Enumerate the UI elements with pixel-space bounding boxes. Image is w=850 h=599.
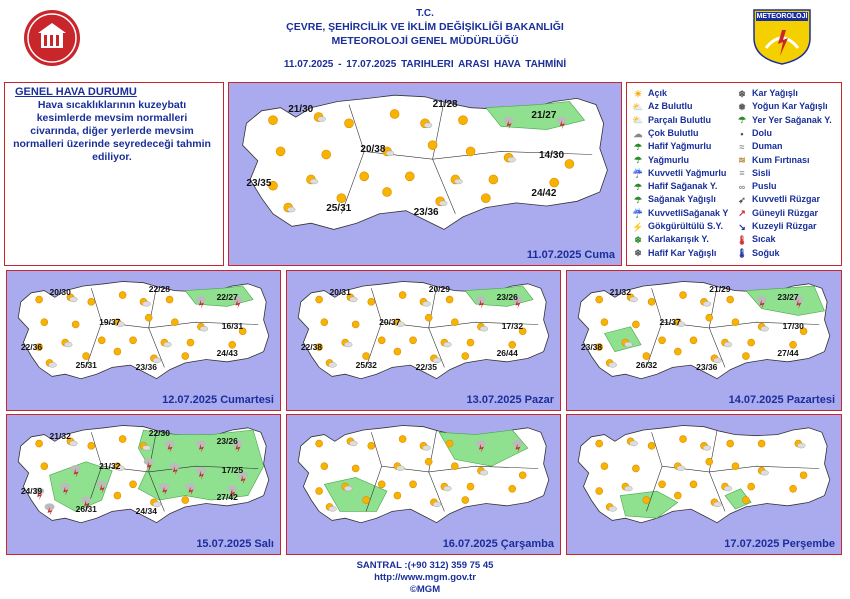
sun-icon (322, 150, 331, 159)
sun-icon (462, 497, 469, 504)
north-wind-icon: ↘ (738, 221, 746, 232)
sandstorm-icon: ≋ (738, 155, 746, 166)
sun-icon (316, 296, 323, 303)
legend-item (631, 88, 667, 99)
turkey-map (7, 271, 280, 410)
map-panel-day5 (6, 414, 281, 555)
temperature-label: 23/36 (696, 361, 718, 372)
legend-label: Sisli (752, 167, 771, 178)
temperature-label: 22/27 (216, 291, 238, 302)
sun-icon (187, 339, 194, 346)
sun-icon (459, 116, 468, 125)
sun-icon (648, 298, 655, 305)
sun-icon (690, 481, 697, 488)
legend-label: Kuzeyli Rüzgar (752, 221, 817, 231)
temperature-label: 17/32 (501, 321, 524, 332)
sun-icon (394, 492, 401, 499)
turkey-map (7, 415, 280, 554)
legend-item (735, 221, 817, 232)
map-panel-day1 (228, 82, 622, 266)
sun-icon (83, 353, 90, 360)
temperature-label: 19/37 (99, 316, 121, 327)
sun-icon (428, 141, 437, 150)
sun-icon (451, 463, 458, 470)
sun-icon (565, 159, 574, 168)
sun-icon (368, 298, 375, 305)
sun-icon (690, 337, 697, 344)
legend-label: Yer Yer Sağanak Y. (752, 114, 832, 125)
footer-web[interactable]: http://www.mgm.gov.tr (374, 572, 476, 583)
sun-icon (368, 442, 375, 449)
sun-icon (269, 116, 278, 125)
legend-label: Dolu (752, 127, 772, 138)
legend-item (735, 141, 783, 152)
map-panel-day7 (566, 414, 842, 555)
sun-icon (399, 436, 406, 443)
legend-item (631, 208, 728, 219)
sun-icon (596, 440, 603, 447)
sun-icon (509, 485, 516, 492)
header-line2: ÇEVRE, ŞEHİRCİLİK VE İKLİM DEĞİŞİKLİĞİ BAKANLIĞI (286, 21, 564, 33)
sun-icon (119, 436, 126, 443)
sun-icon (276, 147, 285, 156)
haze-icon: ∞ (738, 181, 746, 192)
temperature-label: 16/31 (221, 321, 244, 332)
legend-label: Parçalı Bulutlu (648, 114, 712, 125)
temperature-label: 24/39 (20, 485, 43, 496)
legend-label: Kuvvetli Rüzgar (752, 194, 821, 205)
sun-icon (399, 292, 406, 299)
legend-item (631, 168, 726, 179)
temperature-label: 22/30 (148, 427, 170, 438)
legend-label: Az Bulutlu (648, 101, 693, 112)
south-wind-icon: ↗ (738, 208, 746, 219)
legend-item (735, 115, 832, 126)
sun-icon (732, 319, 739, 326)
legend-item (735, 208, 818, 219)
map-panel-day3 (286, 270, 561, 411)
sun-icon (706, 458, 713, 465)
sun-icon (727, 296, 734, 303)
temperature-label: 26/32 (635, 359, 658, 370)
heavy-shower-icon: ☔ (632, 208, 644, 219)
legend-label: Yağmurlu (648, 154, 690, 165)
sun-icon (410, 481, 417, 488)
legend-label: Yoğun Kar Yağışlı (752, 101, 828, 112)
temperature-label: 25/31 (75, 359, 97, 370)
map-date-label: 17.07.2025 Perşembe (724, 538, 835, 550)
sun-icon (425, 314, 432, 321)
legend-label: Gökgürültülü S.Y. (648, 221, 724, 231)
sun-icon (674, 492, 681, 499)
legend-item (631, 221, 723, 232)
sun-icon (446, 296, 453, 303)
legend-label: Açık (648, 88, 668, 98)
sun-icon (410, 337, 417, 344)
legend-label: Kum Fırtınası (752, 154, 810, 165)
temperature-label: 23/26 (216, 435, 238, 446)
sleet-icon: ❄ (634, 234, 642, 245)
sun-icon (130, 337, 137, 344)
legend-item (631, 194, 716, 205)
map-date-label: 13.07.2025 Pazar (466, 394, 554, 406)
sun-icon (758, 440, 765, 447)
legend-label: Hafif Sağanak Y. (648, 181, 718, 192)
turkey-map (567, 271, 841, 410)
sun-icon (182, 353, 189, 360)
legend-item (735, 88, 798, 99)
smoke-icon: ≈ (739, 141, 745, 152)
temperature-label: 17/30 (782, 321, 804, 332)
sun-icon (130, 481, 137, 488)
strong-wind-icon: ➶ (738, 195, 746, 206)
sun-icon (643, 497, 650, 504)
temperature-label: 20/37 (379, 316, 401, 327)
temperature-label: 27/42 (216, 492, 238, 503)
legend-item (735, 168, 771, 179)
sun-icon (550, 178, 559, 187)
legend-item (631, 101, 693, 112)
sun-icon (790, 485, 797, 492)
sun-icon (748, 483, 755, 490)
heavy-snow-icon: ❅ (738, 101, 746, 112)
sun-icon (742, 353, 749, 360)
map-panel-day6 (286, 414, 561, 555)
legend-item (631, 234, 709, 245)
turkey-map (567, 415, 841, 554)
sun-icon (451, 319, 458, 326)
legend-item (735, 234, 776, 245)
sun-icon (462, 353, 469, 360)
sun-icon (72, 321, 79, 328)
sun-icon (114, 492, 121, 499)
temperature-label: 23/26 (496, 291, 518, 302)
sun-icon (88, 442, 95, 449)
sun-icon (648, 442, 655, 449)
sun-icon (114, 348, 121, 355)
legend-label: Kar Yağışlı (752, 88, 798, 98)
sun-icon (643, 353, 650, 360)
header-line1: T.C. (416, 8, 434, 19)
temperature-label: 21/37 (659, 316, 681, 327)
legend-item (735, 248, 780, 259)
sun-icon (727, 440, 734, 447)
sun-icon (489, 175, 498, 184)
temperature-label: 20/30 (49, 287, 71, 298)
temperature-label: 25/31 (326, 203, 352, 215)
sun-icon (680, 436, 687, 443)
sun-icon (674, 348, 681, 355)
temperature-label: 23/38 (580, 341, 603, 352)
legend-label: KuvvetliSağanak Y (648, 207, 729, 218)
sun-icon (467, 339, 474, 346)
legend-label: Kuvvetli Yağmurlu (648, 167, 727, 178)
temperature-label: 21/27 (531, 109, 557, 121)
temperature-label: 26/31 (75, 503, 97, 514)
sun-icon (321, 463, 328, 470)
temperature-label: 26/44 (496, 348, 518, 359)
temperature-label: 24/42 (531, 187, 557, 199)
header-line3: METEOROLOJİ GENEL MÜDÜRLÜĞÜ (331, 35, 519, 47)
sun-icon (145, 314, 152, 321)
cold-icon: 🌡 (736, 248, 748, 259)
sun-icon (98, 337, 105, 344)
light-rain-icon: ☂ (633, 141, 643, 152)
sun-icon (446, 440, 453, 447)
sun-icon (732, 463, 739, 470)
legend-label: Güneyli Rüzgar (752, 207, 819, 218)
sun-icon (345, 119, 354, 128)
sun-icon (596, 488, 603, 495)
legend-label: Duman (752, 141, 783, 152)
sun-icon (337, 194, 346, 203)
sun-icon (748, 339, 755, 346)
sun-icon (363, 497, 370, 504)
sun-icon (171, 319, 178, 326)
map-date-label: 15.07.2025 Salı (196, 538, 274, 550)
forecast-subtitle: 11.07.2025 - 17.07.2025 TARIHLERI ARASI HAVA TAHMİNİ (283, 59, 567, 70)
sun-icon (425, 458, 432, 465)
general-weather-title: GENEL HAVA DURUMU (15, 86, 137, 98)
sun-icon (360, 172, 369, 181)
sun-icon (119, 292, 126, 299)
legend-label: Puslu (752, 181, 777, 192)
sun-icon (632, 321, 639, 328)
sun-icon (706, 314, 713, 321)
temperature-label: 21/32 (99, 460, 121, 471)
fog-icon: ≡ (739, 168, 745, 179)
sun-icon (316, 488, 323, 495)
sun-icon (36, 440, 43, 447)
sun-icon (166, 296, 173, 303)
sun-cloud-icon: ⛅ (632, 101, 644, 112)
meteoroloji-logo (752, 8, 812, 66)
legend-item (631, 155, 689, 166)
temperature-label: 23/27 (777, 291, 799, 302)
sun-icon (509, 341, 516, 348)
temperature-label: 21/28 (432, 98, 458, 110)
hot-icon: 🌡 (736, 234, 748, 245)
sun-icon: ☀ (633, 88, 643, 99)
cloud-icon: ☁ (633, 128, 643, 139)
map-date-label: 12.07.2025 Cumartesi (162, 394, 274, 406)
legend-label: Sağanak Yağışlı (648, 194, 716, 205)
legend-label: Karlakarışık Y. (648, 234, 709, 245)
legend-item (735, 181, 777, 192)
temperature-label: 20/38 (360, 144, 386, 156)
sun-icon (390, 109, 399, 118)
legend-item (631, 248, 716, 259)
sun-icon (790, 341, 797, 348)
legend-item (735, 128, 772, 139)
light-shower-icon: ☂ (633, 181, 643, 192)
legend-panel (626, 82, 842, 266)
sun-icon (36, 296, 43, 303)
legend-label: Hafif Yağmurlu (648, 141, 712, 152)
sun-icon (659, 481, 666, 488)
general-weather-panel (4, 82, 224, 266)
sun-icon (41, 319, 48, 326)
map-panel-day4 (566, 270, 842, 411)
sun-icon (596, 296, 603, 303)
hail-icon: • (740, 128, 744, 139)
sun-icon (363, 353, 370, 360)
sun-icon (405, 172, 414, 181)
heavy-rain-icon: ☔ (632, 168, 644, 179)
temperature-label: 14/30 (539, 150, 565, 162)
temperature-label: 24/43 (216, 348, 238, 359)
sun-icon (742, 497, 749, 504)
sun-icon (352, 321, 359, 328)
sun-icon (182, 497, 189, 504)
temperature-label: 22/36 (20, 341, 43, 352)
scattered-shower-icon: ☂ (737, 115, 747, 126)
general-weather-text: Hava sıcaklıklarının kuzeybatı kesimlerde mevsim normalleri civarında, diğer yerlerde mevsim normalleri üzerinde seyredeceği tahmin ediliyor. (13, 99, 211, 163)
sun-icon (378, 481, 385, 488)
sun-icon (601, 463, 608, 470)
map-date-label: 11.07.2025 Cuma (526, 249, 615, 261)
sun-icon (481, 194, 490, 203)
partly-cloudy-icon: ⛅ (632, 115, 644, 126)
temperature-label: 21/32 (49, 431, 71, 442)
rain-icon: ☂ (633, 155, 643, 166)
sun-icon (659, 337, 666, 344)
sun-icon (383, 187, 392, 196)
legend-item (735, 101, 828, 112)
legend-item (631, 115, 711, 126)
sun-icon (229, 341, 236, 348)
legend-label: Hafif Kar Yağışlı (648, 247, 717, 258)
sun-icon (601, 319, 608, 326)
meteoroloji-logo-text: METEOROLOJİ (756, 13, 808, 20)
footer-phone: SANTRAL :(+90 312) 359 75 45 (356, 560, 494, 571)
temperature-label: 20/29 (428, 283, 450, 294)
temperature-label: 24/34 (135, 505, 157, 516)
temperature-label: 27/44 (777, 348, 799, 359)
sun-icon (519, 472, 526, 479)
sun-icon (680, 292, 687, 299)
thunder-icon: ⚡ (632, 221, 644, 232)
temperature-label: 22/35 (415, 361, 437, 372)
turkey-map (287, 271, 560, 410)
turkey-map (287, 415, 560, 554)
map-date-label: 14.07.2025 Pazartesi (728, 394, 835, 406)
temperature-label: 25/32 (355, 359, 377, 370)
temperature-label: 23/36 (135, 361, 157, 372)
map-panel-day2 (6, 270, 281, 411)
legend-item (631, 141, 711, 152)
temperature-label: 21/30 (288, 103, 314, 115)
sun-icon (467, 483, 474, 490)
sun-icon (321, 319, 328, 326)
sun-icon (394, 348, 401, 355)
sun-icon (316, 440, 323, 447)
sun-icon (352, 465, 359, 472)
legend-label: Çok Bulutlu (648, 127, 699, 138)
sun-icon (41, 463, 48, 470)
temperature-label: 22/38 (300, 341, 323, 352)
snow-icon: ❄ (738, 88, 746, 99)
legend-item (631, 128, 699, 139)
legend-item (735, 155, 810, 166)
sun-icon (800, 472, 807, 479)
map-date-label: 16.07.2025 Çarşamba (442, 538, 554, 550)
temperature-label: 21/29 (709, 283, 731, 294)
sun-icon (378, 337, 385, 344)
temperature-label: 17/25 (221, 465, 244, 476)
legend-item (735, 194, 820, 205)
temperature-label: 21/32 (609, 287, 631, 298)
temperature-label: 20/31 (329, 287, 351, 298)
shower-icon: ☂ (633, 195, 643, 206)
temperature-label: 22/28 (148, 283, 170, 294)
footer-copyright: ©MGM (409, 584, 441, 595)
light-snow-icon: ❄ (634, 248, 642, 259)
temperature-label: 23/35 (246, 178, 272, 190)
legend-label: Soğuk (752, 247, 780, 258)
temperature-label: 23/36 (413, 206, 439, 218)
legend-label: Sıcak (752, 234, 776, 245)
sun-icon (466, 147, 475, 156)
sun-icon (88, 298, 95, 305)
sun-icon (632, 465, 639, 472)
legend-item (631, 181, 717, 192)
